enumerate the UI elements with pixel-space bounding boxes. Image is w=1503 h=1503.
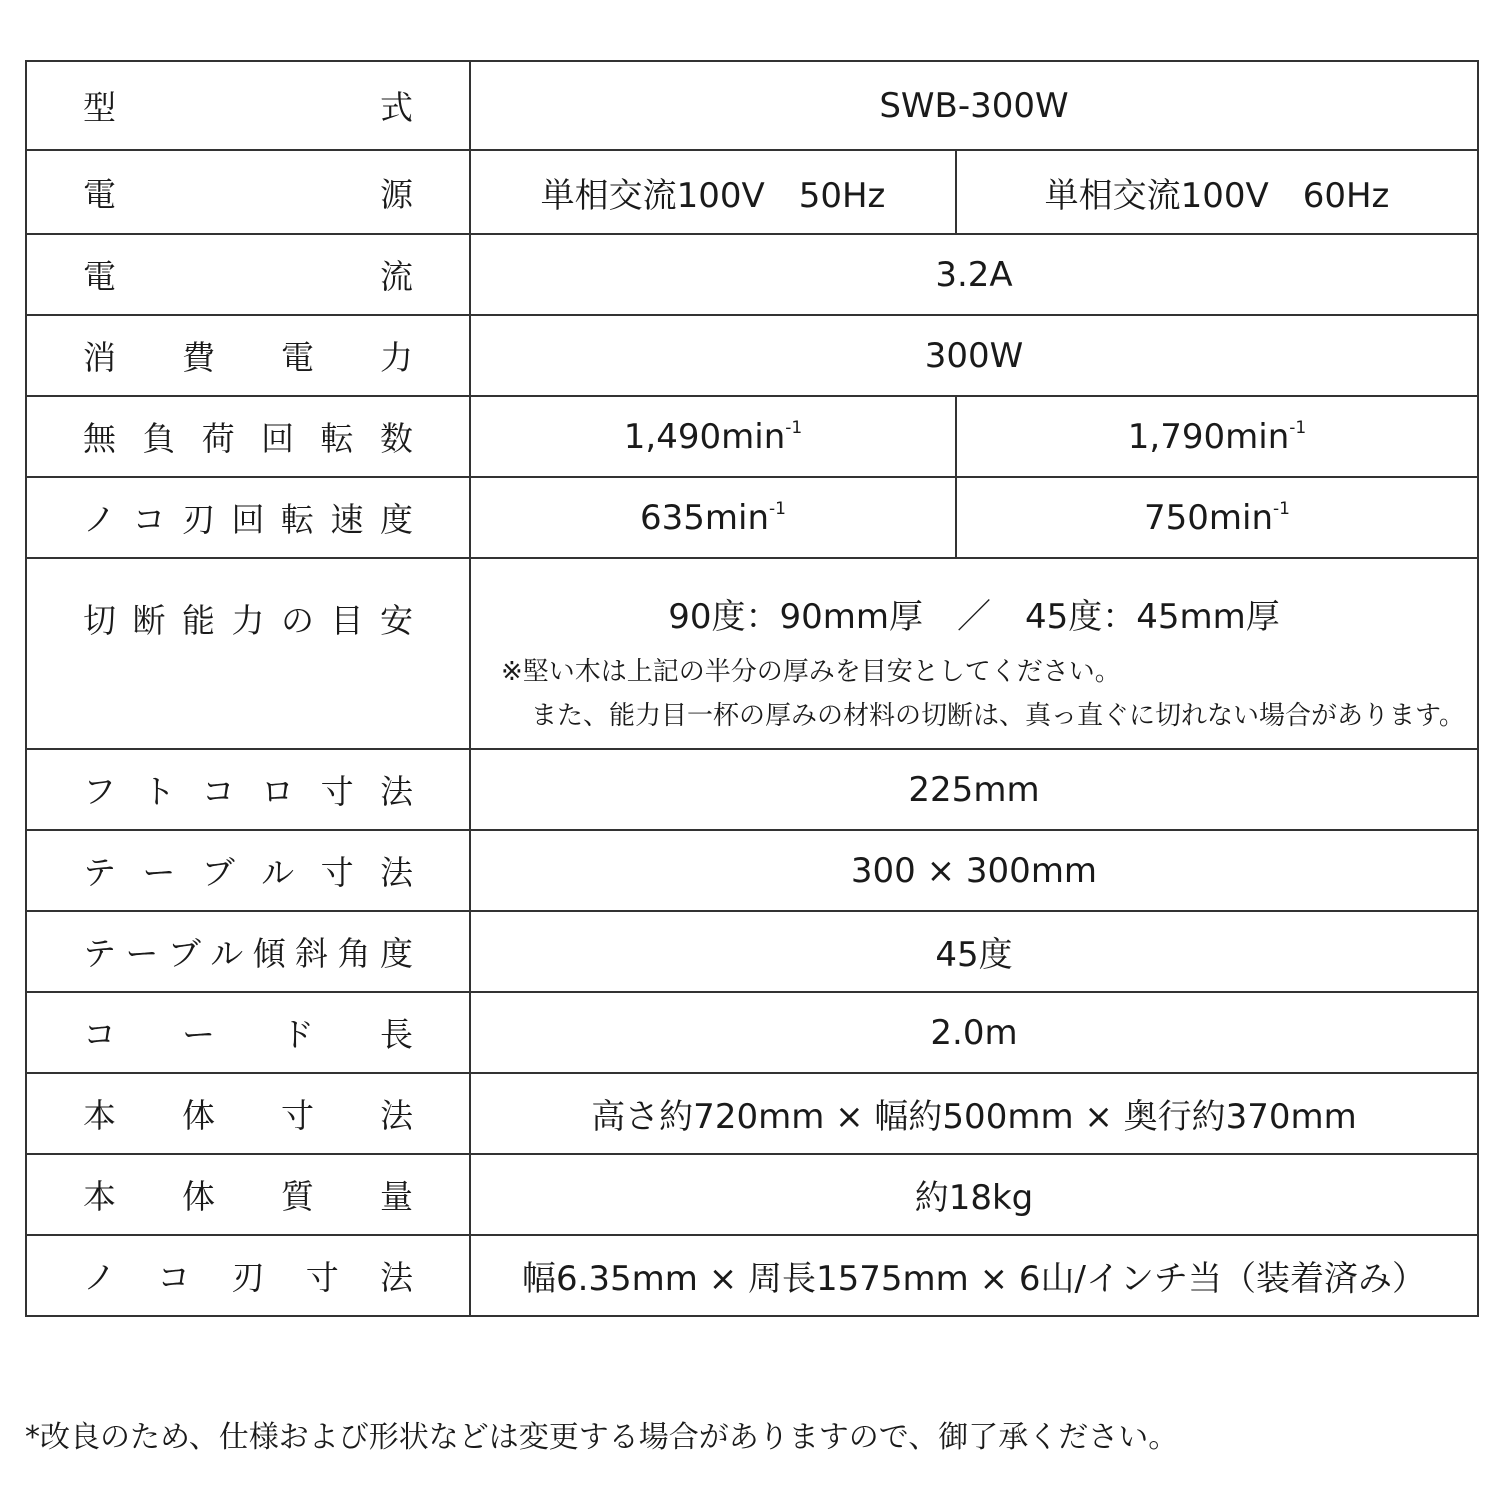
spec-value: 約18kg	[914, 1178, 1034, 1218]
spec-label-char: コ	[157, 1258, 191, 1297]
spec-label-char: ル	[210, 934, 244, 973]
spec-label-char: 回	[261, 419, 295, 458]
spec-row	[26, 1235, 1478, 1316]
spec-row	[26, 61, 1478, 150]
spec-value-cell	[956, 477, 1478, 558]
spec-label-char: コ	[201, 772, 235, 811]
spec-value-cell	[470, 1154, 1478, 1235]
spec-label-cell	[26, 61, 470, 150]
spec-value-cell	[470, 234, 1478, 315]
spec-label-char: 本	[83, 1096, 116, 1135]
spec-label	[27, 1252, 469, 1299]
spec-row	[26, 477, 1478, 558]
spec-label-cell	[26, 315, 470, 396]
spec-label-char: 式	[380, 88, 413, 127]
spec-label	[27, 595, 469, 642]
spec-label-char: 力	[380, 338, 413, 377]
spec-row	[26, 911, 1478, 992]
spec-value-cell	[470, 911, 1478, 992]
spec-row	[26, 234, 1478, 315]
spec-value-cell	[470, 315, 1478, 396]
spec-row	[26, 396, 1478, 477]
spec-label-char: 寸	[281, 1096, 314, 1135]
spec-value: 225mm	[908, 769, 1040, 810]
spec-label-char: 角	[337, 934, 371, 973]
spec-value-cell	[470, 1073, 1478, 1154]
spec-label-char: 電	[83, 174, 116, 214]
spec-row	[26, 315, 1478, 396]
unit-superscript: -1	[1273, 498, 1290, 519]
unit-superscript: -1	[785, 417, 803, 438]
spec-label-char: ブ	[167, 934, 201, 973]
spec-label-cell	[26, 1073, 470, 1154]
spec-label	[27, 1009, 469, 1056]
spec-value-cell	[470, 992, 1478, 1073]
note-line-1: ※堅い木は上記の半分の厚みを目安としてください。	[501, 657, 1121, 687]
spec-label-char: ブ	[201, 853, 235, 892]
spec-value: 635min	[640, 497, 770, 538]
spec-value: 1,490min	[623, 416, 786, 457]
spec-label-char: 寸	[320, 772, 354, 811]
spec-value-cell	[470, 477, 956, 558]
spec-row	[26, 992, 1478, 1073]
spec-label-char: 回	[231, 500, 265, 539]
spec-label-char: 体	[182, 1096, 215, 1135]
spec-label-cell	[26, 830, 470, 911]
spec-value: 300 × 300mm	[850, 850, 1098, 891]
spec-label-char: 長	[380, 1015, 413, 1054]
spec-label-char: ル	[261, 853, 295, 892]
spec-label-char: 目	[330, 601, 364, 640]
spec-value: 750min	[1144, 497, 1274, 538]
spec-label-char: コ	[83, 1015, 116, 1054]
spec-label-cell	[26, 1235, 470, 1316]
spec-row	[26, 1073, 1478, 1154]
spec-label-char: 費	[182, 338, 215, 377]
spec-label-char: 電	[83, 257, 116, 296]
spec-label	[27, 413, 469, 460]
spec-label-char: 力	[231, 601, 265, 640]
spec-value: 1,790min	[1127, 416, 1290, 457]
spec-label-char: 度	[379, 934, 413, 973]
spec-label-char: 質	[281, 1177, 314, 1216]
spec-value: 3.2A	[935, 254, 1013, 295]
spec-label-char: ト	[142, 772, 176, 811]
spec-value-cell	[470, 150, 956, 234]
spec-label	[27, 169, 469, 216]
spec-label-char: 体	[182, 1177, 215, 1216]
spec-label-char: 無	[83, 419, 116, 458]
spec-label	[27, 82, 469, 129]
spec-label-char: ー	[142, 853, 176, 892]
spec-value: 高さ約720mm × 幅約500mm × 奥行約370mm	[591, 1097, 1357, 1137]
cutting-capacity-value: 90度：90mm厚 ／ 45度：45mm厚	[668, 597, 1280, 637]
spec-label-cell	[26, 558, 470, 749]
spec-label-char: 断	[132, 601, 166, 640]
spec-label-char: 安	[380, 601, 413, 640]
spec-label	[27, 1090, 469, 1137]
spec-value-cell	[470, 1235, 1478, 1316]
spec-value-cell	[470, 61, 1478, 150]
spec-label-char: 型	[83, 88, 116, 127]
spec-label-char: 転	[281, 500, 314, 539]
spec-label-char: 転	[320, 419, 354, 458]
spec-label-char: 刃	[231, 1258, 265, 1297]
cutting-capacity-note	[471, 650, 1477, 738]
spec-label-char: 荷	[201, 419, 235, 458]
spec-row	[26, 749, 1478, 830]
spec-value-cell	[470, 830, 1478, 911]
unit-superscript: -1	[1289, 417, 1307, 438]
spec-label-cell	[26, 749, 470, 830]
spec-label-char: ロ	[261, 772, 295, 811]
spec-label-char: 負	[142, 419, 176, 458]
spec-value: 45度	[935, 935, 1013, 975]
footnote: *改良のため、仕様および形状などは変更する場合がありますので、御了承ください。	[25, 1420, 1179, 1455]
spec-label-char: 消	[83, 338, 116, 377]
spec-label-char: 寸	[320, 853, 354, 892]
spec-label-char: テ	[83, 853, 116, 892]
note-line-2: また、能力目一杯の厚みの材料の切断は、真っ直ぐに切れない場合があります。	[531, 701, 1465, 731]
spec-label	[27, 847, 469, 894]
spec-label-cell	[26, 150, 470, 234]
spec-label-char: 速	[330, 500, 364, 539]
spec-value-cell	[470, 396, 956, 477]
spec-label-char: テ	[83, 934, 116, 973]
spec-label-char: 刃	[182, 500, 215, 539]
spec-label-cell	[26, 1154, 470, 1235]
spec-value: SWB-300W	[879, 85, 1069, 126]
spec-label	[27, 766, 469, 813]
spec-label	[27, 494, 469, 541]
spec-label-char: ド	[281, 1015, 314, 1054]
spec-row	[26, 150, 1478, 234]
spec-row	[26, 558, 1478, 749]
spec-label-char: 斜	[295, 934, 329, 973]
spec-label-char: ー	[125, 934, 159, 973]
spec-row	[26, 1154, 1478, 1235]
spec-label-char: 量	[380, 1177, 413, 1216]
spec-label-char: 本	[83, 1177, 116, 1216]
spec-label-char: 法	[379, 772, 413, 811]
spec-label-char: ノ	[83, 1258, 116, 1297]
spec-row	[26, 830, 1478, 911]
spec-label-char: フ	[83, 772, 116, 811]
spec-label-char: 法	[380, 1258, 413, 1297]
spec-label-char: 数	[379, 419, 413, 458]
spec-label-char: 電	[281, 338, 314, 377]
spec-value: 300W	[924, 335, 1024, 376]
spec-label-char: 法	[379, 853, 413, 892]
spec-label-char: 切	[83, 601, 116, 640]
spec-label-cell	[26, 992, 470, 1073]
spec-label	[27, 1171, 469, 1218]
spec-table	[25, 60, 1479, 1317]
spec-label-char: 度	[380, 500, 413, 539]
spec-label	[27, 251, 469, 298]
spec-value-cell	[470, 749, 1478, 830]
spec-label-char: 源	[380, 174, 413, 214]
unit-superscript: -1	[769, 498, 786, 519]
spec-label	[27, 332, 469, 379]
spec-value: 単相交流100V 50Hz	[540, 175, 886, 216]
spec-value-cell	[956, 150, 1478, 234]
spec-label-char: の	[281, 601, 314, 640]
spec-label-char: 流	[380, 257, 413, 296]
spec-label-cell	[26, 234, 470, 315]
spec-value: 幅6.35mm × 周長1575mm × 6山/インチ当（装着済み）	[521, 1259, 1426, 1299]
spec-value: 2.0m	[930, 1012, 1018, 1053]
cutting-capacity-cell	[470, 558, 1478, 749]
spec-value: 単相交流100V 60Hz	[1044, 175, 1390, 216]
spec-label-char: ノ	[83, 500, 116, 539]
spec-label-char: コ	[132, 500, 166, 539]
spec-label-cell	[26, 477, 470, 558]
spec-label-char: 法	[380, 1096, 413, 1135]
spec-label-char: 傾	[252, 934, 286, 973]
spec-label-char: ー	[182, 1015, 215, 1054]
spec-value-cell	[956, 396, 1478, 477]
spec-label-cell	[26, 396, 470, 477]
spec-label-char: 寸	[305, 1258, 339, 1297]
spec-label-cell	[26, 911, 470, 992]
spec-label-char: 能	[182, 601, 215, 640]
spec-label	[27, 928, 469, 975]
